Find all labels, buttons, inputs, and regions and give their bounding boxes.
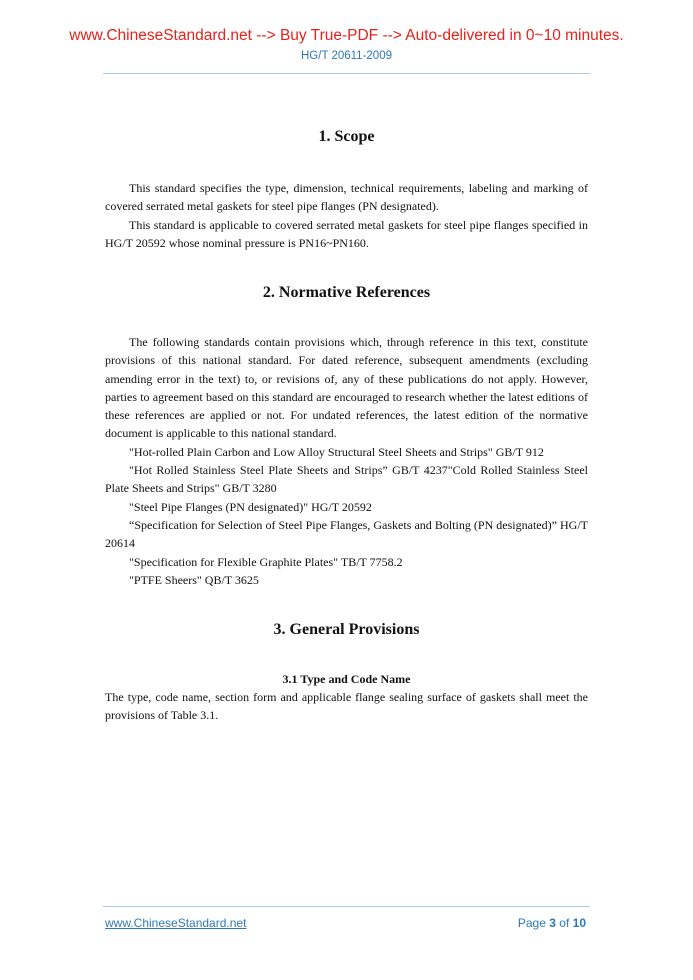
paragraph: This standard specifies the type, dimension, technical requirements, labeling and marking of covered serrated metal gaskets for steel pipe flanges (PN designated).	[105, 181, 588, 214]
page-total: 10	[572, 916, 586, 930]
paragraph: This standard is applicable to covered serrated metal gaskets for steel pipe flanges specified in HG/T 20592 whose nominal pressure is PN16~PN160.	[105, 217, 588, 250]
section-title-general-provisions: 3. General Provisions	[273, 621, 420, 638]
reference-item: “Specification for Selection of Steel Pipe Flanges, Gaskets and Bolting (PN designated)” HG/T 20614	[105, 517, 588, 551]
general-body	[105, 688, 588, 725]
page-of: of	[559, 916, 570, 930]
section-title-normative-references: 2. Normative References	[262, 284, 431, 301]
footer-website-link[interactable]: www.ChineseStandard.net	[105, 916, 247, 930]
normative-body	[105, 333, 588, 589]
header-divider	[103, 73, 590, 74]
scope-body	[105, 179, 588, 252]
document-id: HG/T 20611-2009	[301, 50, 392, 62]
reference-item: "Specification for Flexible Graphite Plates" TB/T 7758.2	[129, 554, 403, 569]
reference-item: "PTFE Sheers" QB/T 3625	[129, 572, 259, 587]
paragraph: The following standards contain provisions which, through reference in this text, constitute provisions of this national standard. For dated reference, subsequent amendments (excluding amending error in the text) to, or revisions of, any of these publications do not apply. However, parties to agreement based on this standard are encouraged to research whether the latest editions of these references are applied or not. For undated references, the latest edition of the normative document is applicable to this national standard.	[105, 335, 588, 441]
promo-banner[interactable]: www.ChineseStandard.net --> Buy True-PDF --> Auto-delivered in 0~10 minutes.	[69, 27, 624, 44]
subsection-title-type-code-name: 3.1 Type and Code Name	[282, 672, 411, 686]
reference-item: "Steel Pipe Flanges (PN designated)" HG/T 20592	[129, 499, 372, 514]
page-indicator	[518, 916, 586, 930]
footer-divider	[103, 906, 590, 907]
page-current: 3	[549, 916, 556, 930]
reference-item: "Hot-rolled Plain Carbon and Low Alloy Structural Steel Sheets and Strips" GB/T 912	[129, 444, 544, 459]
section-title-scope: 1. Scope	[318, 128, 375, 145]
paragraph: The type, code name, section form and applicable flange sealing surface of gaskets shall meet the provisions of Table 3.1.	[105, 690, 588, 723]
page-prefix: Page	[517, 916, 546, 930]
reference-item: "Hot Rolled Stainless Steel Plate Sheets and Strips” GB/T 4237"Cold Rolled Stainless Steel Plate Sheets and Strips" GB/T 3280	[105, 463, 588, 496]
